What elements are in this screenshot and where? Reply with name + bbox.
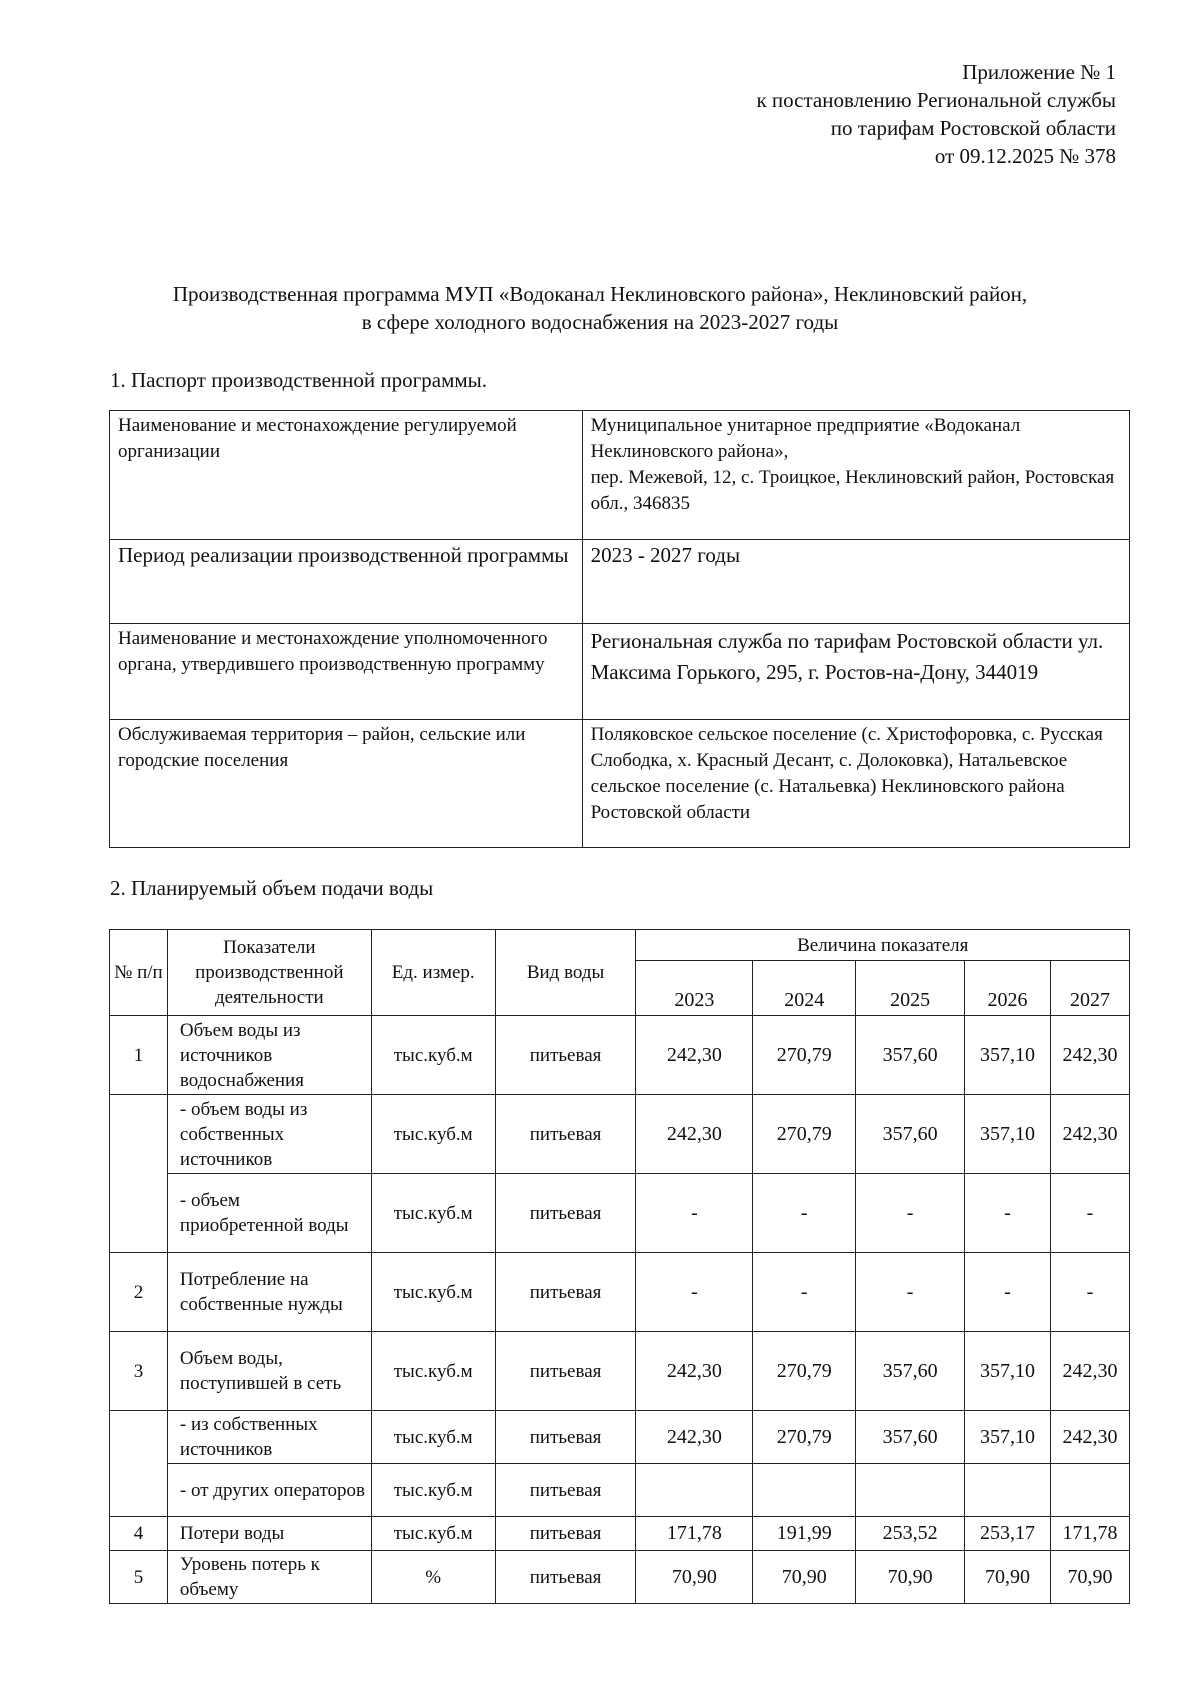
appendix-date: от 09.12.2025 № 378 — [934, 144, 1116, 168]
column-header-indicator: Показатели производственной деятельности — [167, 930, 371, 1016]
row-value: - — [856, 1174, 965, 1253]
row-value: 70,90 — [753, 1551, 856, 1604]
row-value: 253,17 — [965, 1517, 1051, 1551]
row-unit: тыс.куб.м — [371, 1411, 495, 1464]
table-row — [110, 1464, 1130, 1517]
row-value: 253,52 — [856, 1517, 965, 1551]
row-unit: тыс.куб.м — [371, 1016, 495, 1095]
passport-label: Наименование и местонахождение уполномоченного органа, утвердившего производственную программу — [110, 624, 583, 720]
row-value: 70,90 — [856, 1551, 965, 1604]
column-header-water-type: Вид воды — [495, 930, 636, 1016]
row-value — [856, 1464, 965, 1517]
row-value: 70,90 — [636, 1551, 753, 1604]
row-value: 357,60 — [856, 1411, 965, 1464]
appendix-number: Приложение № 1 — [962, 60, 1116, 84]
row-value: - — [965, 1253, 1051, 1332]
row-value: 70,90 — [965, 1551, 1051, 1604]
row-value: 242,30 — [1050, 1016, 1129, 1095]
row-number: 3 — [110, 1332, 168, 1411]
table-row — [110, 1253, 1130, 1332]
row-unit: тыс.куб.м — [371, 1253, 495, 1332]
row-water-type: питьевая — [495, 1016, 636, 1095]
row-value: 171,78 — [636, 1517, 753, 1551]
document-title-line: Производственная программа МУП «Водоканал Неклиновского района», Неклиновский район, — [172, 282, 1028, 306]
row-indicator: - из собственных источников — [167, 1411, 371, 1464]
row-indicator: - объем приобретенной воды — [167, 1174, 371, 1253]
row-water-type: питьевая — [495, 1464, 636, 1517]
document-title — [100, 280, 1100, 336]
row-value — [1050, 1464, 1129, 1517]
row-number — [110, 1095, 168, 1253]
passport-table — [109, 410, 1130, 848]
row-indicator: Объем воды, поступившей в сеть — [167, 1332, 371, 1411]
row-value: - — [965, 1174, 1051, 1253]
row-value: 270,79 — [753, 1095, 856, 1174]
passport-label: Период реализации производственной программы — [110, 540, 583, 624]
row-water-type: питьевая — [495, 1332, 636, 1411]
passport-value — [582, 411, 1129, 540]
row-value: 242,30 — [636, 1016, 753, 1095]
table-row — [110, 411, 1130, 540]
row-indicator: Объем воды из источников водоснабжения — [167, 1016, 371, 1095]
row-number: 2 — [110, 1253, 168, 1332]
passport-value-line: Муниципальное унитарное предприятие «Водоканал Неклиновского района», — [590, 415, 1021, 462]
row-value: - — [636, 1174, 753, 1253]
row-value — [753, 1464, 856, 1517]
row-value: 357,60 — [856, 1332, 965, 1411]
passport-value-line: пер. Межевой, 12, с. Троицкое, Неклиновский район, Ростовская обл., 346835 — [590, 467, 1115, 514]
row-value: 191,99 — [753, 1517, 856, 1551]
row-unit: % — [371, 1551, 495, 1604]
row-value: 357,10 — [965, 1095, 1051, 1174]
column-header-year: 2024 — [753, 961, 856, 1016]
row-value — [636, 1464, 753, 1517]
water-volume-table — [109, 929, 1130, 1604]
row-value: 70,90 — [1050, 1551, 1129, 1604]
table-row — [110, 1411, 1130, 1464]
row-value: 171,78 — [1050, 1517, 1129, 1551]
row-unit: тыс.куб.м — [371, 1095, 495, 1174]
row-value: - — [1050, 1174, 1129, 1253]
table-header-row — [110, 930, 1130, 961]
row-value: 270,79 — [753, 1411, 856, 1464]
row-value — [965, 1464, 1051, 1517]
column-header-year: 2026 — [965, 961, 1051, 1016]
row-value: 357,10 — [965, 1016, 1051, 1095]
row-value: - — [856, 1253, 965, 1332]
row-value: 357,10 — [965, 1332, 1051, 1411]
column-header-year: 2027 — [1050, 961, 1129, 1016]
section-heading-volume: 2. Планируемый объем подачи воды — [110, 876, 434, 900]
row-water-type: питьевая — [495, 1174, 636, 1253]
row-value: - — [1050, 1253, 1129, 1332]
table-row — [110, 1095, 1130, 1174]
row-value: - — [636, 1253, 753, 1332]
table-row — [110, 720, 1130, 848]
table-row — [110, 1016, 1130, 1095]
passport-value: Поляковское сельское поселение (с. Христофоровка, с. Русская Слободка, х. Красный Десант, с. Долоковка), Натальевское сельское поселение (с. Натальевка) Неклиновского района Ростовской области — [582, 720, 1129, 848]
document-title-line: в сфере холодного водоснабжения на 2023-2027 годы — [361, 310, 839, 334]
row-value: 270,79 — [753, 1016, 856, 1095]
row-number: 1 — [110, 1016, 168, 1095]
row-value: 242,30 — [636, 1095, 753, 1174]
row-value: 357,10 — [965, 1411, 1051, 1464]
row-indicator: Потребление на собственные нужды — [167, 1253, 371, 1332]
row-indicator: Потери воды — [167, 1517, 371, 1551]
row-value: 357,60 — [856, 1016, 965, 1095]
table-row — [110, 624, 1130, 720]
column-header-year: 2025 — [856, 961, 965, 1016]
table-row — [110, 540, 1130, 624]
row-indicator: - от других операторов — [167, 1464, 371, 1517]
section-heading-passport: 1. Паспорт производственной программы. — [110, 368, 488, 392]
row-value: - — [753, 1253, 856, 1332]
passport-label: Обслуживаемая территория – район, сельские или городские поселения — [110, 720, 583, 848]
table-row — [110, 1174, 1130, 1253]
appendix-ref-line: по тарифам Ростовской области — [830, 116, 1116, 140]
row-water-type: питьевая — [495, 1253, 636, 1332]
row-indicator: Уровень потерь к объему — [167, 1551, 371, 1604]
column-header-unit: Ед. измер. — [371, 930, 495, 1016]
row-unit: тыс.куб.м — [371, 1464, 495, 1517]
passport-value: 2023 - 2027 годы — [582, 540, 1129, 624]
row-value: 242,30 — [1050, 1411, 1129, 1464]
table-row — [110, 1551, 1130, 1604]
row-value: - — [753, 1174, 856, 1253]
row-unit: тыс.куб.м — [371, 1517, 495, 1551]
row-unit: тыс.куб.м — [371, 1332, 495, 1411]
row-water-type: питьевая — [495, 1095, 636, 1174]
table-row — [110, 1332, 1130, 1411]
row-water-type: питьевая — [495, 1411, 636, 1464]
row-number: 4 — [110, 1517, 168, 1551]
column-header-value-group: Величина показателя — [636, 930, 1130, 961]
row-value: 242,30 — [1050, 1332, 1129, 1411]
row-value: 242,30 — [636, 1332, 753, 1411]
row-value: 270,79 — [753, 1332, 856, 1411]
row-value: 242,30 — [1050, 1095, 1129, 1174]
row-number: 5 — [110, 1551, 168, 1604]
row-value: 242,30 — [636, 1411, 753, 1464]
column-header-year: 2023 — [636, 961, 753, 1016]
column-header-num: № п/п — [110, 930, 168, 1016]
passport-label: Наименование и местонахождение регулируемой организации — [110, 411, 583, 540]
row-water-type: питьевая — [495, 1551, 636, 1604]
row-number — [110, 1411, 168, 1517]
appendix-header — [756, 58, 1116, 170]
appendix-ref-line: к постановлению Региональной службы — [756, 88, 1116, 112]
row-unit: тыс.куб.м — [371, 1174, 495, 1253]
row-water-type: питьевая — [495, 1517, 636, 1551]
table-row — [110, 1517, 1130, 1551]
passport-value: Региональная служба по тарифам Ростовской области ул. Максима Горького, 295, г. Ростов-на-Дону, 344019 — [582, 624, 1129, 720]
row-indicator: - объем воды из собственных источников — [167, 1095, 371, 1174]
row-value: 357,60 — [856, 1095, 965, 1174]
